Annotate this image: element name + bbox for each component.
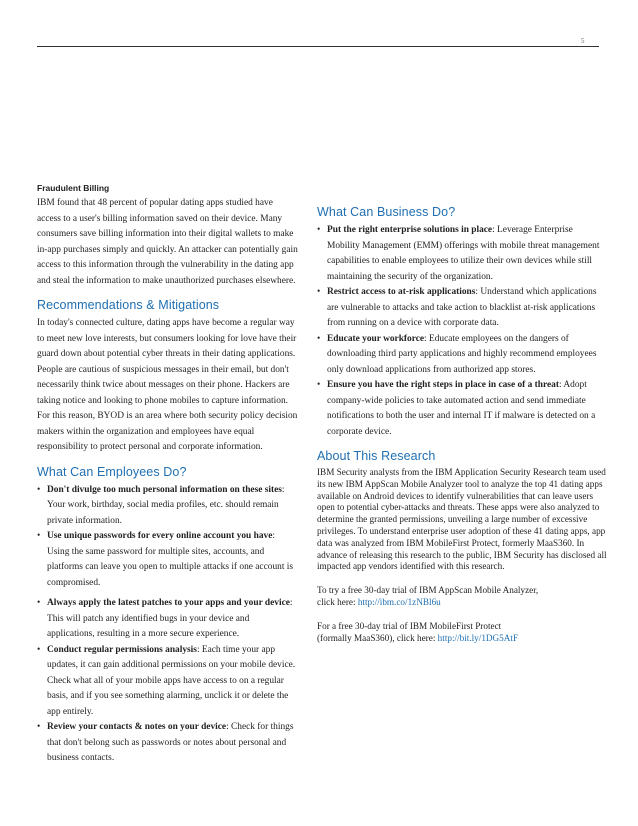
trial2-link-line: (formally MaaS360), click here: http://bit.ly/1DG5AtF xyxy=(317,632,519,643)
mobilefirst-trial-link[interactable]: http://bit.ly/1DG5AtF xyxy=(437,632,519,643)
list-item: • Use unique passwords for every online account you have: Using the same password for multiple sites, accounts, and platforms can leave you open to multiple attacks if one account is compromised. xyxy=(37,531,294,588)
billing-title: Fraudulent Billing xyxy=(37,183,110,193)
trial1-link-line: click here: http://ibm.co/1zNBl6u xyxy=(317,596,441,607)
research-title: About This Research xyxy=(317,449,436,463)
research-body: IBM Security analysts from the IBM Application Security Research team used its new IBM AppScan Mobile Analyzer tool to analyze the top 41 dating apps available on Android devices to identify vulnerabilities that can leave users open to potential cyber-attacks and threats. These apps were also analyzed to determine the granted permissions, unveiling a large number of excessive privileges. To understand enterprise user adoption of these 41 dating apps, app data was analyzed from IBM MobileFirst Protect, formerly MaaS360. In advance of releasing this research to the public, IBM Security has disclosed all impacted app vendors identified with this research. xyxy=(317,467,607,572)
recommendations-body: In today's connected culture, dating apps have become a regular way to meet new love interests, but consumers looking for love have their guard down about potential cyber threats in their dating applications. People are cautious of suspicious messages in their email, but don't necessarily think twice about messages on their phone. Hackers are taking notice and looking to phone mobiles to capture information. For this reason, BYOD is an area where both security policy decision makers within the organization and employees have equal responsibility to protect personal and corporate information. xyxy=(37,318,298,452)
business-title: What Can Business Do? xyxy=(317,205,456,219)
list-item: • Always apply the latest patches to your apps and your device: This will patch any identified bugs in your device and applications, resulting in a more secure experience. xyxy=(37,598,293,639)
list-item: • Restrict access to at-risk applications: Understand which applications are vulnerable to attacks and take action to blacklist at-risk applications from running on a device with corporate data. xyxy=(317,287,597,328)
business-list xyxy=(317,223,607,440)
employees-list xyxy=(37,483,299,767)
list-item: • Review your contacts & notes on your device: Check for things that don't belong such as passwords or notes about personal and business contacts. xyxy=(37,722,294,763)
trial2-text: For a free 30-day trial of IBM MobileFirst Protect xyxy=(317,620,502,631)
list-item: • Put the right enterprise solutions in place: Leverage Enterprise Mobility Management (EMM) offerings with mobile threat management capabilities to enable employees to utilize their own devices while still maintaining the security of the organization. xyxy=(317,225,600,282)
header-rule xyxy=(37,46,599,47)
billing-body: IBM found that 48 percent of popular dating apps studied have access to a user's billing information saved on their device. Many consumers save billing information into their digital wallets to make in-app purchases simply and quickly. An attacker can potentially gain access to this information through the vulnerability in the dating app and steal the information to make unauthorized purchases elsewhere. xyxy=(37,198,298,286)
list-item: • Conduct regular permissions analysis: Each time your app updates, it can gain additional permissions on your mobile device. Check what all of your mobile apps have access to on a regular basis, and if you see something alarming, unclick it or delete the app entirely. xyxy=(37,644,296,717)
trial1-text: To try a free 30-day trial of IBM AppScan Mobile Analyzer, xyxy=(317,585,539,596)
list-item: • Educate your workforce: Educate employees on the dangers of downloading third party applications and highly recommend employees only download applications from authorized app stores. xyxy=(317,333,597,375)
employees-title: What Can Employees Do? xyxy=(37,464,187,479)
recommendations-title: Recommendations & Mitigations xyxy=(37,298,220,312)
appscan-trial-link[interactable]: http://ibm.co/1zNBl6u xyxy=(357,596,441,607)
right-column xyxy=(317,205,607,644)
list-item: • Ensure you have the right steps in place in case of a threat: Adopt company-wide policies to take automated action and send immediate notifications to both the user and internal IT if malware is detected on a corporate device. xyxy=(317,380,596,437)
list-item: • Don't divulge too much personal information on these sites: Your work, birthday, social media profiles, etc. should remain private information. xyxy=(37,484,285,526)
page-number: 5 xyxy=(581,37,585,45)
left-column xyxy=(37,183,299,767)
